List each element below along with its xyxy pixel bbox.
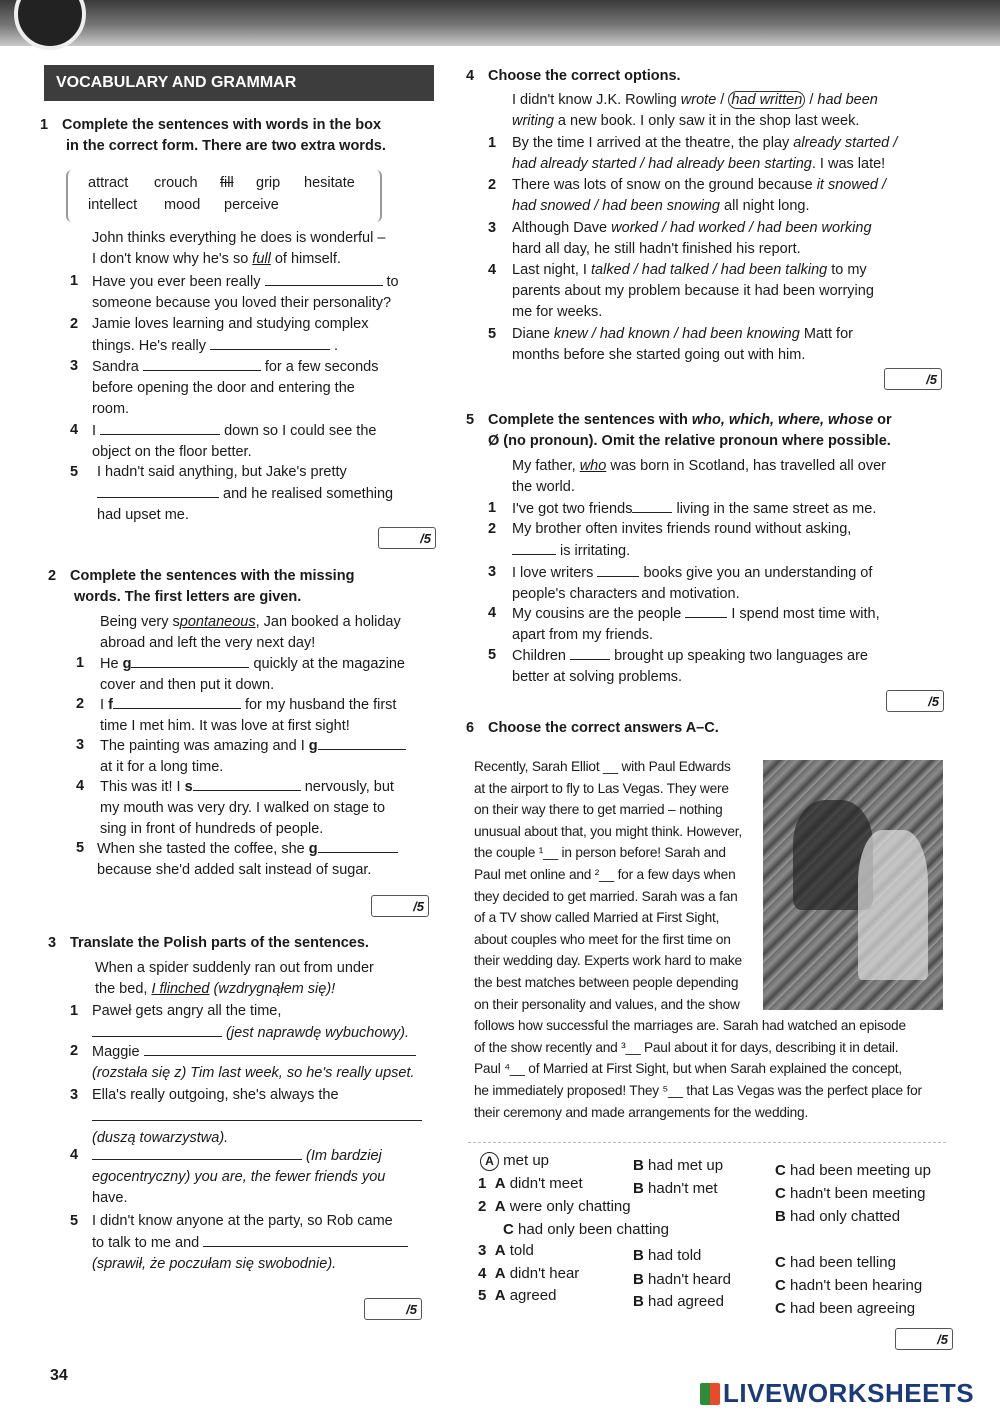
ex2-item-4: 4 This was it! I s nervously, but my mouth was very dry. I walked on stage to sing in front of hundreds of people.: [76, 778, 394, 837]
answer-blank[interactable]: [318, 838, 398, 853]
ex5-item-3: 3 I love writers books give you an understanding of people's characters and motivation.: [488, 564, 873, 602]
ex5-item-2: 2 My brother often invites friends round without asking, is irritating.: [488, 521, 852, 559]
answer-blank[interactable]: [318, 735, 406, 750]
unit-header-band: [0, 0, 1000, 46]
answer-blank[interactable]: [92, 1145, 302, 1160]
ex1-instruction-line2: in the correct form. There are two extra words.: [66, 138, 386, 154]
ex6-instruction: 6 Choose the correct answers A–C.: [466, 720, 719, 736]
ex2-example: Being very spontaneous, Jan booked a holiday abroad and left the very next day!: [100, 614, 401, 651]
ex2-item-1: 1 He g quickly at the magazine cover and then put it down.: [76, 655, 405, 693]
ex3-score-box: /5: [364, 1298, 422, 1320]
answer-blank[interactable]: [92, 1106, 422, 1121]
ex4-item-2: 2 There was lots of snow on the ground because it snowed / had snowed / had been snowing all night long.: [488, 177, 887, 214]
ex4-score-box: /5: [884, 368, 942, 390]
ex2-item-3: 3 The painting was amazing and I g at it for a long time.: [100, 735, 440, 778]
example-answer: full: [252, 251, 271, 267]
ex5-example: My father, who was born in Scotland, has travelled all over the world.: [512, 458, 886, 495]
selected-option-a[interactable]: A: [480, 1152, 499, 1171]
ex6-score-box: /5: [895, 1328, 953, 1350]
answer-blank[interactable]: [685, 603, 727, 618]
answer-blank[interactable]: [597, 562, 639, 577]
ex3-item-5: 5 I didn't know anyone at the party, so Rob came to talk to me and (sprawił, że poczułam się swobodnie).: [92, 1211, 437, 1275]
ex4-item-3: 3 Although Dave worked / had worked / had been working hard all day, he still hadn't finished his report.: [488, 220, 872, 257]
option-row-5: 5 A agreed: [478, 1287, 557, 1304]
section-header: VOCABULARY AND GRAMMAR: [44, 65, 434, 101]
selected-option[interactable]: had written: [728, 91, 805, 109]
answer-blank[interactable]: [113, 694, 241, 709]
story-text: Recently, Sarah Elliot __ with Paul Edwards at the airport to fly to Las Vegas. They were on their way there to get married – nothing unusual about that, you might think. However, the couple ¹__ in person before! Sarah and Paul met online and ²__ for a few days when they decided to get married. Sarah was a fan of a TV show called Married at First Sight, about couples who meet for the first time on their wedding day. Experts work hard to make the best matches between people depending on their personality and values, and the show follows how successful the marriages are. Sarah had watched an episode of the show recently and ³__ Paul about it for days, describing it in detail. Paul ⁴__ of Married at First Sight, but when Sarah explained the concept, he immediately proposed! They ⁵__ that Las Vegas was the perfect place for their ceremony and made arrangements for the wedding.: [474, 759, 922, 1120]
ex3-example: When a spider suddenly ran out from under the bed, I flinched (wzdrygnąłem się)!: [95, 960, 374, 997]
ex1-item-4: 4 I down so I could see the object on the floor better.: [70, 422, 377, 460]
ex2-instruction-line2: words. The first letters are given.: [74, 589, 302, 605]
ex3-item-4: 4 (Im bardziej egocentryczny) you are, the fewer friends you have.: [70, 1147, 386, 1206]
option-row-2: 2 A were only chatting: [478, 1198, 631, 1215]
word-grip: grip: [256, 175, 281, 191]
ex5-item-5: 5 Children brought up speaking two languages are better at solving problems.: [488, 647, 868, 685]
ex2-item-5: 5 When she tasted the coffee, she g because she'd added salt instead of sugar.: [97, 838, 440, 881]
answer-blank[interactable]: [193, 776, 301, 791]
answer-blank[interactable]: [570, 645, 610, 660]
word-box: [66, 170, 382, 222]
ex2-instruction: 2 Complete the sentences with the missing: [48, 568, 355, 584]
ex3-item-2: 2 Maggie (rozstała się z) Tim last week, so he's really upset.: [70, 1043, 415, 1081]
word-attract: attract: [88, 175, 129, 191]
ex2-item-2: 2 I f for my husband the first time I met him. It was love at first sight!: [76, 696, 397, 734]
option-row-example: A met up: [480, 1150, 549, 1172]
word-mood: mood: [164, 197, 201, 213]
word-perceive: perceive: [224, 197, 279, 213]
ex1-item-3: 3 Sandra for a few seconds before opening the door and entering the room.: [70, 358, 379, 417]
unit-badge: [14, 0, 86, 50]
word-hesitate: hesitate: [304, 175, 355, 191]
liveworksheets-logo: LIVEWORKSHEETS: [700, 1378, 974, 1409]
answer-blank[interactable]: [97, 483, 219, 498]
ex5-instruction: 5 Complete the sentences with who, which, where, whose or: [466, 412, 892, 428]
ex5-item-4: 4 My cousins are the people I spend most time with, apart from my friends.: [488, 605, 880, 643]
ex1-item-5: 5 I hadn't said anything, but Jake's pretty and he realised something had upset me.: [70, 464, 394, 523]
ex1-score-box: /5: [378, 527, 436, 549]
answer-blank[interactable]: [512, 540, 556, 555]
word-crouch: crouch: [154, 175, 198, 191]
ex4-example: I didn't know J.K. Rowling wrote / had written / had been writing a new book. I only saw it in the shop last week.: [512, 92, 878, 129]
ex2-score-box: /5: [371, 895, 429, 917]
ex4-item-1: 1 By the time I arrived at the theatre, the play already started / had already started / had already been starting. I was late!: [488, 135, 898, 172]
word-intellect: intellect: [88, 197, 138, 213]
ex3-item-1: 1 Paweł gets angry all the time, (jest naprawdę wybuchowy).: [70, 1003, 409, 1041]
answer-blank[interactable]: [144, 1041, 416, 1056]
ex1-number: 1: [40, 117, 49, 133]
option-row-4: 4 A didn't hear: [478, 1265, 580, 1282]
ex3-instruction: 3 Translate the Polish parts of the sentences.: [48, 935, 369, 951]
ex4-item-4: 4 Last night, I talked / had talked / had been talking to my parents about my problem because it had been worrying me for weeks.: [488, 262, 874, 320]
ex5-instruction-line2: Ø (no pronoun). Omit the relative pronoun where possible.: [488, 433, 891, 449]
option-row-3: 3 A told: [478, 1242, 534, 1259]
answer-blank[interactable]: [265, 271, 383, 286]
answer-blank[interactable]: [131, 653, 249, 668]
ex5-item-1: 1 I've got two friends living in the same street as me.: [488, 500, 877, 517]
ex4-item-5: 5 Diane knew / had known / had been knowing Matt for months before she started going out with him.: [488, 326, 853, 363]
word-fill: fill: [220, 175, 234, 191]
ex3-item-3: 3 Ella's really outgoing, she's always the (duszą towarzystwa).: [92, 1085, 432, 1149]
answer-blank[interactable]: [203, 1232, 408, 1247]
ex4-instruction: 4 Choose the correct options.: [466, 68, 681, 84]
answer-blank[interactable]: [210, 335, 330, 350]
ex1-example: John thinks everything he does is wonderful – I don't know why he's so full of himself.: [92, 230, 386, 267]
ex1-instruction: 1 Complete the sentences with words in the box: [40, 115, 381, 136]
answer-blank[interactable]: [143, 356, 261, 371]
ex1-item-2: 2 Jamie loves learning and studying complex things. He's really .: [70, 316, 369, 354]
liveworksheets-icon: [700, 1383, 720, 1405]
answer-blank[interactable]: [92, 1022, 222, 1037]
answer-blank[interactable]: [632, 498, 672, 513]
answer-blank[interactable]: [100, 420, 220, 435]
page-number: 34: [50, 1367, 68, 1384]
ex1-item-1: 1 Have you ever been really to someone because you loved their personality?: [70, 273, 399, 311]
ex5-score-box: /5: [886, 690, 944, 712]
option-row-1: 1 A didn't meet: [478, 1175, 583, 1192]
